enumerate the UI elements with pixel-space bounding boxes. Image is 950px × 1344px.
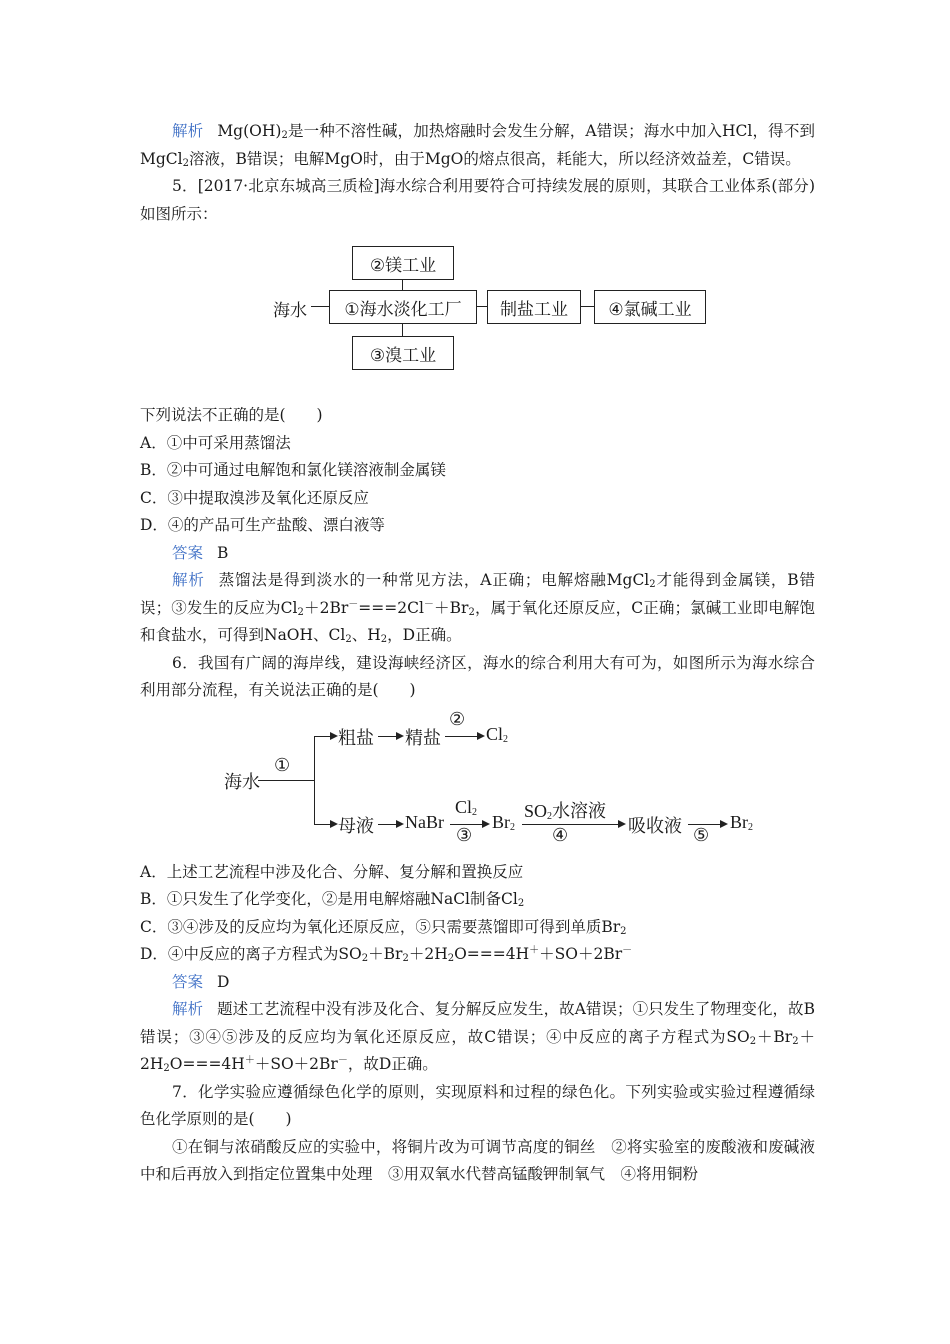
q6-option-d: D．④中反应的离子方程式为$SO_2+Br_2+2H_2O===4H^++SO+2Br^-$ [140,945,633,964]
flow-arrow [445,736,483,737]
magnesium-industry-box: ②镁工业 [352,246,454,280]
bromine-product-label: $Br_2$ [730,811,753,833]
connector-line [476,306,487,307]
desalination-plant-box: ①海水淡化工厂 [329,290,477,324]
q5-explanation: 解析 蒸馏法是得到淡水的一种常见方法，A正确；电解熔融MgCl$_2$才能得到金属镁，B错误；③发生的反应为$Cl_2+2Br^-===2Cl^-+Br_2$，属于氧化还原反应，C正确；氯碱工业即电解饱和食盐水，可得到NaOH、$Cl_2$、$H_2$，D正确。 [140,571,815,645]
q5-option-a: A．①中可采用蒸馏法 [140,433,291,452]
flow-arrow [378,736,402,737]
bromine-intermediate-label: $Br_2$ [492,811,515,833]
q6-option-c: C．③④涉及的反应均为氧化还原反应，⑤只需要蒸馏即可得到单质$Br_2$ [140,917,627,937]
q5-stem: 5．[2017·北京东城高三质检]海水综合利用要符合可持续发展的原则，其联合工业体系(部分)如图所示： [140,177,815,223]
chlor-alkali-industry-box: ④氯碱工业 [594,290,706,324]
step-2-label: ② [449,708,466,729]
chlorine-reagent-label: $Cl_2$ [455,796,478,818]
salt-industry-box: 制盐工业 [487,290,581,324]
connector-line [311,306,329,307]
q5-option-b: B．②中可通过电解饱和氯化镁溶液制金属镁 [140,461,446,479]
step-1-label: ① [274,754,291,775]
seawater-label: 海水 [224,771,260,792]
connector-line [402,279,403,290]
flow-arrow [378,824,402,825]
mother-liquor-label: 母液 [338,815,374,836]
connector-line [580,306,594,307]
q6-answer: 答案 D [172,972,230,991]
seawater-label: 海水 [273,301,307,321]
step-5-label: ⑤ [693,824,710,845]
chlorine-product-label: $Cl_2$ [486,723,509,745]
document-page [140,118,815,1189]
bromine-industry-box: ③溴工业 [352,336,454,370]
flow-line [258,780,314,781]
explanation-tag: 解析 [172,571,205,589]
answer-tag: 答案 [172,543,204,562]
q6-stem: 6．我国有广阔的海岸线，建设海峡经济区，海水的综合利用大有可为，如图所示为海水综合利用部分流程，有关说法正确的是( ) [140,653,815,699]
q6-explanation: 解析 题述工艺流程中没有涉及化合、复分解反应发生，故A错误；①只发生了物理变化，故B错误；③④⑤涉及的反应均为氧化还原反应，故C错误；④中反应的离子方程式为$SO_2+Br_2+2H_2O===4H^++SO+2Br^-$，故D正确。 [140,1000,815,1074]
explanation-tag: 解析 [172,122,204,140]
q5-answer: 答案 B [172,543,229,562]
q5-option-d: D．④的产品可生产盐酸、漂白液等 [140,516,385,534]
q6-option-a: A．上述工艺流程中涉及化合、分解、复分解和置换反应 [140,862,524,881]
flow-arrow [522,824,624,825]
q6-flow-diagram [140,708,815,851]
q7-stem: 7．化学实验应遵循绿色化学的原则，实现原料和过程的绿色化。下列实验或实验过程遵循绿色化学原则的是( ) [140,1082,815,1128]
q6-option-b: B．①只发生了化学变化，②是用电解熔融NaCl制备$Cl_2$ [140,890,525,909]
q7-items: ①在铜与浓硝酸反应的实验中，将铜片改为可调节高度的铜丝 ②将实验室的废酸液和废碱液中和后再放入到指定位置集中处理 ③用双氧水代替高锰酸钾制氧气 ④将用铜粉 [140,1137,815,1183]
crude-salt-label: 粗盐 [338,727,374,748]
step-3-label: ③ [456,824,473,845]
absorption-liquid-label: 吸收液 [628,815,682,836]
q5-option-c: C．③中提取溴涉及氧化还原反应 [140,488,369,507]
flow-arrow [314,824,336,825]
q4-explanation: 解析 $Mg(OH)_2$是一种不溶性碱，加热熔融时会发生分解，A错误；海水中加入HCl，得不到MgCl$_2$溶液，B错误；电解MgO时，由于MgO的熔点很高，耗能大，所以经济效益差，C错误。 [140,122,815,169]
connector-line [402,323,403,336]
flow-arrow [314,736,336,737]
q5-question: 下列说法不正确的是( ) [140,406,323,424]
answer-tag: 答案 [172,972,204,991]
explanation-tag: 解析 [172,1000,204,1018]
q5-diagram [140,234,815,394]
so2-solution-label: $SO_2$水溶液 [524,800,607,822]
step-4-label: ④ [552,824,569,845]
flow-branch-line [314,736,315,824]
nabr-label: NaBr [405,811,444,832]
fine-salt-label: 精盐 [405,727,441,748]
